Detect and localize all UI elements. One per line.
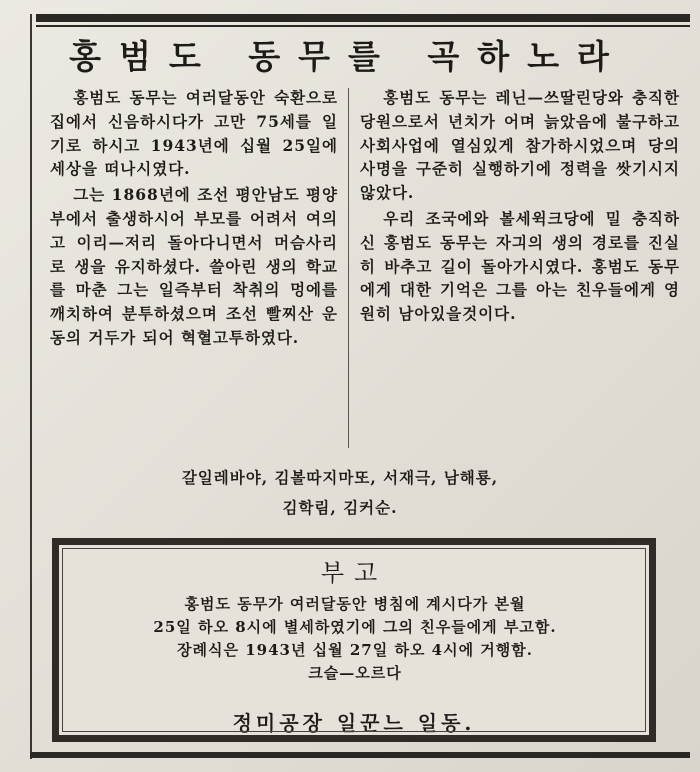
article-paragraph: 그는 1868년에 조선 평안남도 평양부에서 출생하시어 부모를 어려서 여의고 이리—저리 돌아다니면서 머슴사리로 생을 유지하셨다. 쓸아린 생의 학교를 마춘 그는 일즉부터 착취의 멍에를 깨치하여 분투하셨으며 조선 빨찌산 운동의 거두가 되어 혁혈고투하였다.: [50, 185, 338, 347]
headline: 홍범도 동무를 곡하노라: [69, 37, 627, 76]
notice-line: 25일 하오 8시에 별세하였기에 그의 친우들에게 부고함.: [153, 618, 557, 636]
notice-line: 크슬—오르다: [308, 664, 402, 682]
top-rule: [36, 14, 690, 22]
signers-line: 갈일레바야, 김볼따지마또, 서재극, 남해룡,: [181, 468, 499, 487]
notice-signature: 정미공장 일꾼느 일동.: [232, 711, 476, 735]
top-rule-thin: [36, 25, 690, 27]
signers-line: 김학림, 김커순.: [282, 498, 398, 517]
notice-body: [75, 593, 635, 685]
article-paragraph: 우리 조국에와 볼세윅크당에 밀 충직하신 홍범도 동무는 자긔의 생의 경로를 진실히 바추고 길이 돌아가시였다. 홍범도 동무에게 대한 기억은 그를 아는 친우들에게 영원히 남아있을것이다.: [360, 208, 680, 324]
obituary-notice-box: [52, 538, 656, 742]
article-paragraph: 홍범도 동무는 여러달동안 숙환으로 집에서 신음하시다가 고만 75세를 일기로 하시고 1943년에 십월 25일에 세상을 떠나시였다.: [50, 88, 338, 179]
article-paragraph: 홍범도 동무는 레닌—쓰딸린당와 충직한 당원으로서 년치가 어며 늙았음에 불구하고 사회사업에 열심있게 참가하시었으며 당의 사명을 구준히 실행하기에 정력을 쌋기시지 않았다.: [360, 88, 680, 203]
bottom-rule: [30, 752, 690, 758]
notice-line: 홍범도 동무가 여러달동안 병침에 계시다가 본월: [184, 595, 526, 613]
article-left-column: [50, 86, 338, 352]
notice-title: 부고: [320, 559, 388, 587]
article-right-column: [360, 86, 680, 328]
notice-line: 장례식은 1943년 십월 27일 하오 4시에 거행함.: [177, 641, 533, 659]
left-rule: [30, 14, 32, 759]
column-divider: [348, 88, 349, 448]
